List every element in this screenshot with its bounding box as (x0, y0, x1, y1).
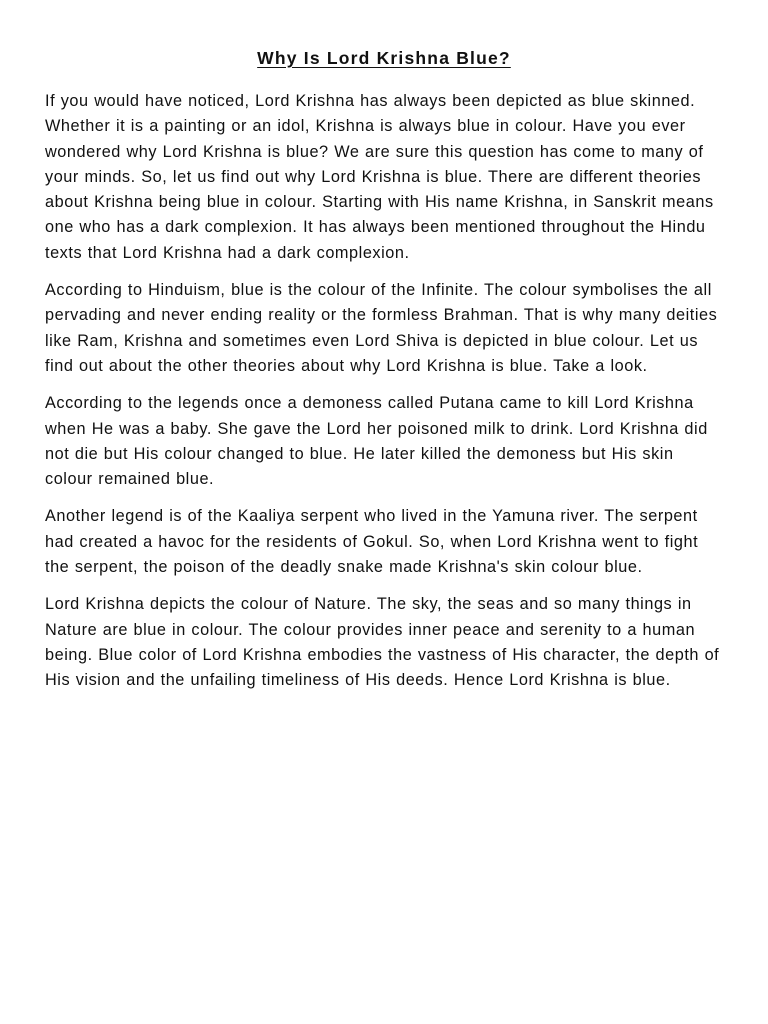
article-body (45, 89, 725, 706)
paragraph-putana-legend: According to the legends once a demoness called Putana came to kill Lord Krishna when He was a baby. She gave the Lord her poisoned milk to drink. Lord Krishna did not die but His colour changed to blue. He later killed the demoness but His skin colour remained blue. (45, 394, 708, 489)
paragraph-kaaliya-legend: Another legend is of the Kaaliya serpent who lived in the Yamuna river. The serpent had created a havoc for the residents of Gokul. So, when Lord Krishna went to fight the serpent, the poison of the deadly snake made Krishna's skin colour blue. (45, 507, 699, 577)
page-title: Why Is Lord Krishna Blue? (257, 48, 511, 68)
paragraph-nature: Lord Krishna depicts the colour of Nature. The sky, the seas and so many things in Nature are blue in colour. The colour provides inner peace and serenity to a human being. Blue color of Lord Krishna embodies the vastness of His character, the depth of His vision and the unfailing timeliness of His deeds. Hence Lord Krishna is blue. (45, 595, 720, 690)
paragraph-intro: If you would have noticed, Lord Krishna has always been depicted as blue skinned. Whether it is a painting or an idol, Krishna is always blue in colour. Have you ever wondered why Lord Krishna is blue? We are sure this question has come to many of your minds. So, let us find out why Lord Krishna is blue. There are different theories about Krishna being blue in colour. Starting with His name Krishna, in Sanskrit means one who has a dark complexion. It has always been mentioned throughout the Hindu texts that Lord Krishna had a dark complexion. (45, 92, 714, 262)
paragraph-hinduism: According to Hinduism, blue is the colour of the Infinite. The colour symbolises the all pervading and never ending reality or the formless Brahman. That is why many deities like Ram, Krishna and sometimes even Lord Shiva is depicted in blue colour. Let us find out about the other theories about why Lord Krishna is blue. Take a look. (45, 281, 718, 375)
